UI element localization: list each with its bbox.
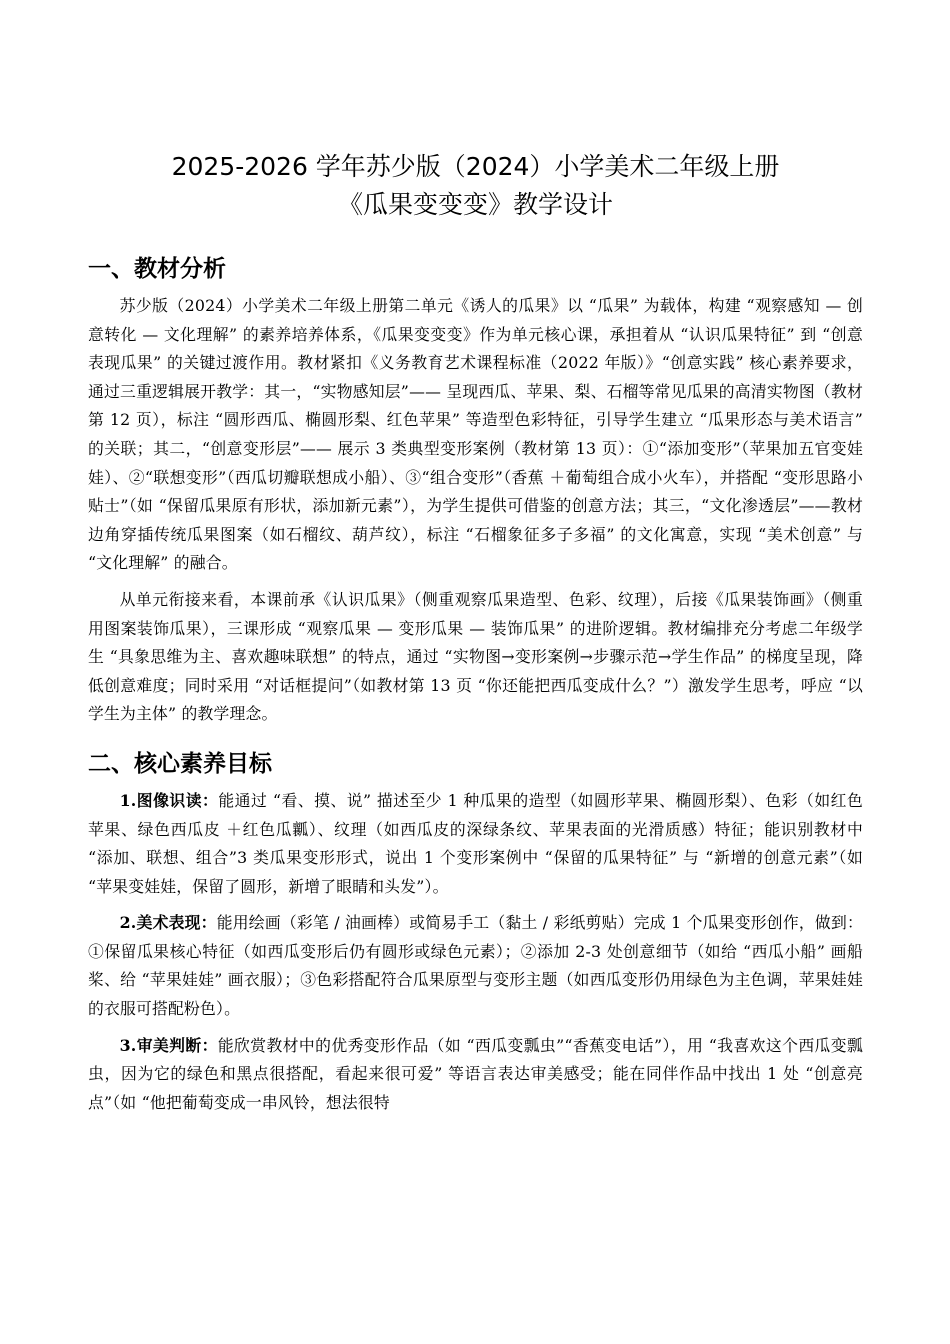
goal-item [88, 1032, 863, 1118]
section-heading-core-literacy-goals: 二、核心素养目标 [88, 750, 272, 777]
goal-label: 1.图像识读： [119, 790, 219, 810]
goal-text: 能欣赏教材中的优秀变形作品（如 “西瓜变瓢虫”“香蕉变电话”），用 “我喜欢这个西瓜变瓢虫，因为它的绿色和黑点很搭配，看起来很可爱” 等语言表达审美感受；能在同伴作品中找出 1 处 “创意亮点”（如 “他把葡萄变成一串风铃，想法很特 [88, 1035, 863, 1112]
section-heading-textbook-analysis: 一、教材分析 [88, 256, 226, 282]
document-title-line2: 《瓜果变变变》教学设计 [337, 190, 613, 219]
goal-label: 2.美术表现： [119, 913, 217, 933]
paragraph: 从单元衔接来看，本课前承《认识瓜果》（侧重观察瓜果造型、色彩、纹理），后接《瓜果装饰画》（侧重用图案装饰瓜果），三课形成 “观察瓜果 — 变形瓜果 — 装饰瓜果” 的进阶逻辑。教材编排充分考虑二年级学生 “具象思维为主、喜欢趣味联想” 的特点，通过 “实物图→变形案例→步骤示范→学生作品” 的梯度呈现，降低创意难度；同时采用 “对话框提问”（如教材第 13 页 “你还能把西瓜变成什么？”）激发学生思考，呼应 “以学生为主体” 的教学理念。 [88, 589, 863, 724]
goal-label: 3.审美判断： [119, 1035, 218, 1055]
document-title-line1: 2025-2026 学年苏少版（2024）小学美术二年级上册 [171, 152, 780, 181]
goal-item [88, 909, 863, 1023]
goal-text: 能用绘画（彩笔 / 油画棒）或简易手工（黏土 / 彩纸剪贴）完成 1 个瓜果变形创作，做到：①保留瓜果核心特征（如西瓜变形后仍有圆形或绿色元素）；②添加 2-3 处创意细节（如给 “西瓜小船” 画船桨、给 “苹果娃娃” 画衣服）；③色彩搭配符合瓜果原型与变形主题（如西瓜变形仍用绿色为主色调，苹果娃娃的衣服可搭配粉色）。 [88, 913, 863, 1019]
goal-text: 能通过 “看、摸、说” 描述至少 1 种瓜果的造型（如圆形苹果、椭圆形梨）、色彩（如红色苹果、绿色西瓜皮 ＋红色瓜瓤）、纹理（如西瓜皮的深绿条纹、苹果表面的光滑质感）特征；能识别教材中 “添加、联想、组合”3 类瓜果变形形式，说出 1 个变形案例中 “保留的瓜果特征” 与 “新增的创意元素”（如 “苹果变娃娃，保留了圆形，新增了眼睛和头发”）。 [88, 790, 863, 896]
paragraph: 苏少版（2024）小学美术二年级上册第二单元《诱人的瓜果》以 “瓜果” 为载体，构建 “观察感知 — 创意转化 — 文化理解” 的素养培养体系，《瓜果变变变》作为单元核心课，承担着从 “认识瓜果特征” 到 “创意表现瓜果” 的关键过渡作用。教材紧扣《义务教育艺术课程标准（2022 年版）》“创意实践” 核心素养要求，通过三重逻辑展开教学：其一，“实物感知层”—— 呈现西瓜、苹果、梨、石榴等常见瓜果的高清实物图（教材第 12 页），标注 “圆形西瓜、椭圆形梨、红色苹果” 等造型色彩特征，引导学生建立 “瓜果形态与美术语言” 的关联；其二，“创意变形层”—— 展示 3 类典型变形案例（教材第 13 页）：①“添加变形”（苹果加五官变娃娃）、②“联想变形”（西瓜切瓣联想成小船）、③“组合变形”（香蕉 ＋葡萄组合成小火车），并搭配 “变形思路小贴士”（如 “保留瓜果原有形状，添加新元素”），为学生提供可借鉴的创意方法；其三，“文化渗透层”——教材边角穿插传统瓜果图案（如石榴纹、葫芦纹），标注 “石榴象征多子多福” 的文化寓意，实现 “美术创意” 与 “文化理解” 的融合。 [88, 296, 863, 573]
goal-item [88, 787, 863, 901]
